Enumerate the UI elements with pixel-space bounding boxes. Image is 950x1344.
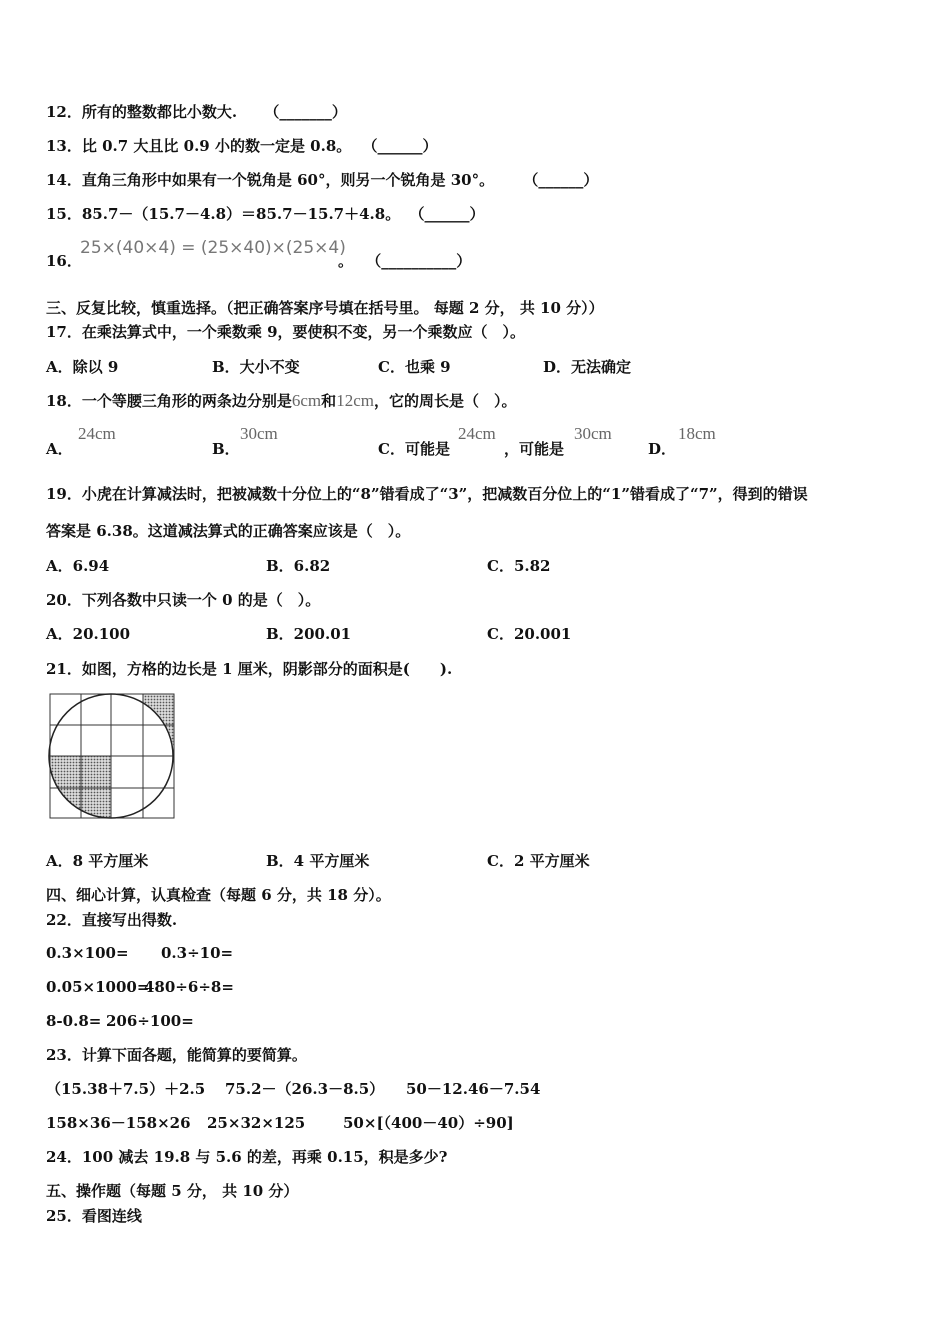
answer-blank-14[interactable]: （______） (523, 171, 599, 189)
question-25-stem: 25．看图连线 (46, 1207, 142, 1225)
q18-stem-part3: ，它的周长是（ ）。 (373, 392, 517, 410)
answer-blank-12[interactable]: （_______） (264, 103, 347, 121)
question-13 (46, 136, 438, 156)
question-23-stem: 23．计算下面各题，能简算的要简算。 (46, 1046, 307, 1064)
q18-option-b-label[interactable]: B． (212, 440, 240, 458)
q22-item-6: 206÷100= (106, 1012, 194, 1030)
q17-option-d[interactable]: D．无法确定 (543, 358, 632, 376)
answer-blank-13[interactable]: （______） (362, 137, 438, 155)
question-14 (46, 170, 598, 190)
q17-option-a[interactable]: A．除以 9 (46, 358, 119, 376)
q19-option-a[interactable]: A．6.94 (46, 557, 110, 575)
q23-item-6: 50×[（400－40）÷90] (343, 1114, 514, 1132)
section-4-title: 四、细心计算，认真检查（每题 6 分，共 18 分）。 (46, 886, 391, 904)
question-17-stem: 17．在乘法算式中，一个乘数乘 9，要使积不变，另一个乘数应（ ）。 (46, 323, 526, 341)
grid-circle-figure (48, 692, 176, 820)
q21-option-a[interactable]: A．8 平方厘米 (46, 852, 149, 870)
q18-option-d-value: 18cm (678, 424, 716, 443)
q18-option-b-value: 30cm (240, 424, 278, 443)
question-12-text: 12．所有的整数都比小数大. (46, 103, 238, 121)
q23-item-4: 158×36－158×26 (46, 1114, 191, 1132)
question-19-line2: 答案是 6.38。这道减法算式的正确答案应该是（ ）。 (46, 522, 411, 540)
question-20-stem: 20．下列各数中只读一个 0 的是（ ）。 (46, 591, 321, 609)
q18-stem-part1: 18．一个等腰三角形的两条边分别是 (46, 392, 292, 410)
question-12 (46, 102, 347, 122)
q20-option-c[interactable]: C．20.001 (487, 625, 572, 643)
q18-side-2: 12cm (336, 391, 374, 410)
section-3-title: 三、反复比较，慎重选择。（把正确答案序号填在括号里。 每题 2 分， 共 10 分）） (46, 299, 604, 317)
question-14-text: 14．直角三角形中如果有一个锐角是 60°，则另一个锐角是 30°。 (46, 171, 495, 189)
question-15 (46, 204, 484, 224)
q18-option-c-label[interactable]: C．可能是 (378, 440, 450, 458)
q18-option-d-label[interactable]: D． (648, 440, 677, 458)
q20-option-b[interactable]: B．200.01 (266, 625, 352, 643)
q19-option-b[interactable]: B．6.82 (266, 557, 331, 575)
question-19-line1: 19．小虎在计算减法时，把被减数十分位上的“8”错看成了“3”，把减数百分位上的“1”错看成了“7”，得到的错误 (46, 485, 808, 503)
question-15-text: 15．85.7－（15.7－4.8）＝85.7－15.7＋4.8。 (46, 205, 401, 223)
question-13-text: 13．比 0.7 大且比 0.9 小的数一定是 0.8。 (46, 137, 352, 155)
q17-option-b[interactable]: B．大小不变 (212, 358, 300, 376)
q23-item-2: 75.2－（26.3－8.5） (225, 1080, 385, 1098)
q18-option-a-value: 24cm (78, 424, 116, 443)
question-16-tail (338, 251, 471, 271)
q18-side-1: 6cm (291, 391, 322, 410)
question-21-stem: 21．如图，方格的边长是 1 厘米，阴影部分的面积是( ). (46, 660, 453, 678)
q23-item-1: （15.38＋7.5）＋2.5 (46, 1080, 206, 1098)
q20-option-a[interactable]: A．20.100 (46, 625, 131, 643)
q18-option-c-mid: ，可能是 (504, 440, 565, 458)
answer-blank-15[interactable]: （______） (409, 205, 485, 223)
q22-item-5: 8-0.8= (46, 1012, 102, 1030)
q22-item-1: 0.3×100= (46, 944, 129, 962)
question-16-number: 16． (46, 252, 82, 270)
q19-option-c[interactable]: C．5.82 (487, 557, 551, 575)
q18-stem-part2: 和 (321, 392, 337, 410)
q21-option-b[interactable]: B．4 平方厘米 (266, 852, 370, 870)
q22-item-3: 0.05×1000= (46, 978, 150, 996)
q22-item-2: 0.3÷10= (161, 944, 234, 962)
question-16-period: 。 (338, 252, 354, 270)
question-24-stem: 24．100 减去 19.8 与 5.6 的差，再乘 0.15，积是多少? (46, 1148, 448, 1166)
q23-item-3: 50－12.46－7.54 (406, 1080, 541, 1098)
q23-item-5: 25×32×125 (207, 1114, 306, 1132)
q21-option-c[interactable]: C．2 平方厘米 (487, 852, 590, 870)
question-18-stem (46, 391, 516, 411)
q22-item-4: 480÷6÷8= (144, 978, 234, 996)
q18-option-c-value-2: 30cm (574, 424, 612, 443)
question-16-formula: 25×(40×4) = (25×40)×(25×4) (80, 238, 346, 258)
question-22-stem: 22．直接写出得数. (46, 911, 178, 929)
q18-option-c-value-1: 24cm (458, 424, 496, 443)
answer-blank-16[interactable]: （__________） (366, 252, 472, 270)
q17-option-c[interactable]: C．也乘 9 (378, 358, 451, 376)
q18-option-a-label[interactable]: A． (46, 440, 73, 458)
section-5-title: 五、操作题（每题 5 分， 共 10 分） (46, 1182, 299, 1200)
